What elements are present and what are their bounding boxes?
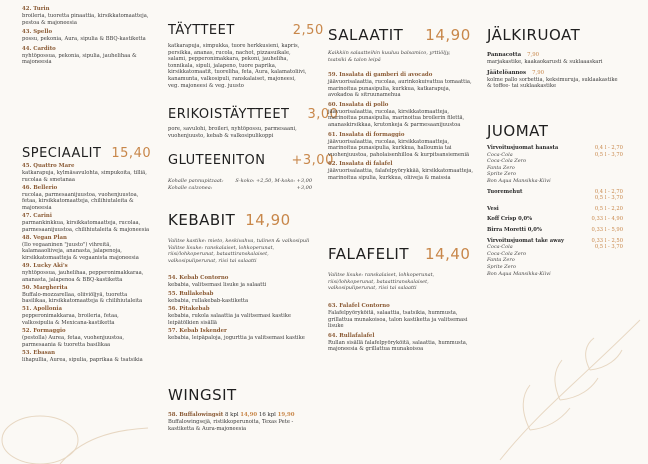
menu-item [328, 72, 473, 99]
drink-group [487, 216, 623, 223]
item-name: 61. Insalata di formaggio [328, 131, 405, 138]
dessert-price: 7,90 [532, 69, 545, 76]
item-name: 56. Pitakebab [168, 306, 210, 313]
drink-row [487, 216, 623, 223]
dessert-item [487, 70, 623, 90]
item-desc: kebabia, valitsemasi lisuke ja salaatti [168, 282, 267, 288]
drink-price2: 0,5 l - 3,70 [594, 195, 623, 202]
item-name: 50. Margherita [22, 284, 68, 291]
leaf-decoration [470, 300, 648, 464]
item-desc: parmankinkkua, kirsikkatomaatteja, rucolaa, parmesaanijuustoa, chilihiutaleita & majoneesia [22, 219, 150, 233]
drink-option: Coca-Cola [487, 151, 513, 158]
item-name: 60. Insalata di pollo [328, 101, 389, 108]
falafelit-heading: FALAFELIT 14,40 [328, 245, 471, 263]
drink-option: Sprite Zero [487, 171, 517, 178]
drink-group [487, 145, 623, 185]
erikoistaytteet-heading: ERIKOISTÄYTTEET 3,00 [168, 107, 339, 122]
taytteet-heading: TÄYTTEET 2,50 [168, 23, 324, 38]
drink-name: Tuoremehut [487, 188, 523, 195]
drink-price: 0,33 l - 2,50 [591, 237, 623, 244]
item-name: 48. Vegan Plan [22, 234, 67, 241]
olive-decoration [0, 380, 150, 464]
drink-option: Bon Aqua Mansikka-Kiivi [487, 270, 551, 277]
item-desc: rucolaa, parmesaanijuustoa, vuohenjuustoa, fetaa, kirsikkatomaatteja, chilihiutaleita & majoneesia [22, 191, 139, 211]
salaatit-intro: Kaikkiin salaatteihin kuuluu balsamico, yrttiöljy, tsatsiki & talon leipä [328, 50, 451, 63]
menu-item [328, 132, 473, 159]
menu-item [168, 306, 312, 326]
item-desc: Buffalo-mozzarellaa, oliiviöljyä, tuoretta basilikaa, kirsikkatomaatteja & chilihiutaleita [22, 291, 143, 305]
drink-row2 [487, 152, 623, 185]
menu-item [168, 291, 312, 305]
salaatit-heading: SALAATIT 14,90 [328, 26, 471, 44]
item-desc: jäävuorisalaattia, rucolaa, kirsikkatomaatteja, marinoitua punasipulia, kurkkua, halloumia tai vuohenjuustoa, paholaisenhilloa & kurpitsansiemeniä [328, 138, 470, 158]
item-desc: broileria, tuoretta pinaattia, kirsikkatomaatteja, pestoa & majoneesia [22, 13, 149, 26]
juomat-list [487, 145, 623, 281]
item-name: 47. Carini [22, 212, 52, 219]
item-name: 57. Kebab Iskender [168, 328, 227, 335]
drink-option: Coca-Cola [487, 244, 513, 251]
item-name: 64. Rullafalafel [328, 332, 375, 339]
item-desc: lihapullia, Aurea, sipulia, paprikaa & tsatsikia [22, 356, 143, 363]
drink-row [487, 189, 623, 196]
drink-price: 0,4 l - 2,70 [594, 188, 623, 195]
drink-row [487, 227, 623, 234]
salaatit-list [328, 72, 473, 185]
kebabit-list [168, 275, 312, 344]
drink-name: Birra Moretti 0,0% [487, 226, 542, 233]
dessert-name [487, 52, 623, 59]
dessert-desc: kolme pallo sorbettia, keksimuruja, suklaakastike & toffee- tai suklaakastike [487, 76, 618, 90]
item-name: 51. Apollonia [22, 306, 62, 313]
menu-item [22, 6, 150, 26]
dessert-name [487, 70, 623, 77]
menu-item [22, 46, 150, 66]
item-desc: (Ilo vegaaninen "juusto") vihreitä, kalamaaoliiveja, ananasta, jalapenoja, kirsikkatomaatteja & vegaanista majoneesia [22, 241, 139, 261]
item-desc: (pestolla) Aurea, fetaa, vuohenjuustoa, parmesaania & tuoretta basilikaa [22, 335, 125, 348]
erikoistaytteet-desc: pore, savulohi, broileri, nyhtöpossu, parmesaani, vuohenjuusto, kebab & valkosipulikoppi [168, 126, 297, 139]
item-name: 52. Formaggio [22, 328, 66, 334]
dessert-desc: marjakastike, kaakaokarusti & suklaaaskari [487, 59, 603, 65]
drink-group [487, 206, 623, 213]
drink-price2: 0,5 l - 3,70 [594, 244, 623, 251]
drink-row [487, 206, 623, 213]
menu-item [22, 213, 150, 233]
drink-group [487, 238, 623, 278]
menu-item [22, 350, 150, 364]
item-name: 55. Rullakebab [168, 290, 214, 297]
item-name: 59. Insalata di gamberi di avocado [328, 72, 433, 78]
drink-name: Koff Crisp 0,0% [487, 216, 533, 223]
item-desc: kebabia, rullakebab-kastiketta [168, 297, 249, 304]
item-name: 45. Quattro Mare [22, 163, 75, 169]
drink-price: 0,33 l - 4,90 [591, 216, 623, 223]
menu-item [328, 333, 473, 353]
drink-row [487, 238, 623, 245]
dessert-label: Jäätelöannos [487, 69, 527, 76]
falafelit-list [328, 303, 473, 356]
drink-name: Virvoitusjuomat take away [487, 237, 564, 244]
drink-option: Fanta Zero [487, 257, 515, 264]
jalkiruoat-list [487, 52, 623, 94]
item-name: 46. Bellerio [22, 184, 58, 191]
menu-item [22, 29, 150, 43]
speciaalit-heading: SPECIAALIT 15,40 [22, 146, 152, 161]
menu-item [22, 263, 150, 283]
item-name: 49. Lucky Aki's [22, 262, 68, 269]
item-name: 42. Turin [22, 6, 50, 12]
dessert-price: 7,90 [527, 52, 540, 58]
drink-row2 [487, 195, 623, 202]
drink-name: Virvoitusjuomat hanasta [487, 145, 559, 151]
item-desc: katkarapuja, kylmäsavulohta, simpukoita, tilliä, rucolaa & smetanaa [22, 170, 147, 183]
drink-group [487, 189, 623, 202]
kebabit-heading: KEBABIT 14,90 [168, 211, 291, 229]
drink-option: Fanta Zero [487, 164, 515, 171]
menu-item [22, 185, 150, 212]
item-name: 43. Spello [22, 29, 53, 36]
top-pizzas [22, 6, 150, 69]
item-desc: nyhtöpossua, pekonia, sipulia, jauhelihaa & majoneesia [22, 52, 137, 66]
juomat-heading: JUOMAT [487, 122, 549, 140]
drink-sublist [487, 152, 551, 185]
menu-item [22, 328, 150, 348]
menu-item [328, 102, 473, 129]
item-desc: Falafelpyöryköitä, salaattia, tsatsikia, hummusta, grillattua munakoisoa, talon kastiketta ja valitsemasi lisuke [328, 310, 468, 330]
item-desc: kebabia, rukola salaattia ja valitsemasi kastike leipätölkien sisällä [168, 313, 292, 326]
item-desc: jäävuorisalaattia, rucolaa, aurinkokuivattua tomaattia, marinoitua punasipulia, kurkkua, katkarapuja, avokadoa & sitruunamehua [328, 79, 472, 99]
menu-item [22, 306, 150, 326]
drink-option: Bon Aqua Mansikka-Kiivi [487, 177, 551, 184]
item-desc: jäävuorisalaattia, rucolaa, kirsikkatomaatteja, marinoitua punasipulia, marinoitua broilerin filettä, ananaskirsikkaa, krutonkeja & parmesaanijuustoa [328, 108, 465, 128]
gluteeniton-info: Kohalle pannupitzaat: S-koko: +2,50, M-koko: +3,00 Kohalle calzonea: +3,00 [168, 178, 312, 191]
dessert-label: Pannacotta [487, 52, 522, 58]
menu-item [328, 161, 473, 181]
item-name: 63. Falafel Contorno [328, 303, 390, 309]
menu-item [22, 285, 150, 305]
drink-price2: 0,5 l - 3,70 [594, 151, 623, 158]
item-desc: Rullan sisällä falafelpyöryköitä, salaattia, hummusta, majoneesia & grillattua munakoisoa [328, 339, 468, 353]
drink-option: Coca-Cola Zero [487, 158, 527, 165]
taytteet-desc: katkarapuja, simpukka, tuore herkkusieni, kapris, persikka, ananas, rucola, nachot, pizzasuikale, salami, pepperonimakkara, pekoni, jauheliha, tonnikala, sipuli, jalapeno, tuore paprika, kirsikkatomaatit, tuoreliha, feta, Aura, kalamatoliivi, kanamunta, valkosipuli, ranskalaiset, majoneesi, veg. majoneesi & veg. juusto [168, 43, 307, 89]
jalkiruoat-heading: JÄLKIRUOAT [487, 26, 581, 44]
item-name: 53. Ebasan [22, 349, 56, 356]
item-desc: jäävuorisalaattia, falafelpyörykkää, kirsikkatomaatteja, marinoitua sipulia, kurkkua, oliiveja & maissia [328, 168, 473, 181]
wingsit-item: 58. Buffalowingsit 8 kpl 14,90 16 kpl 19,90 Buffalowingsejä, ristikkoperunoita, Texas Pete -kastiketta & Aura-majoneesia [168, 412, 295, 432]
menu-item [328, 303, 473, 330]
item-desc: nyhtöpossua, jauhelihaa, pepperonimakkaraa, ananasta, jalapenoa & BBQ-kastiketta [22, 269, 144, 283]
kebabit-intro: Valitse kastike: mieto, keskivahva, tulinen & valkosipuli Valitse lisuke: ranskalaiset, lohkoperunat, riisi/lohkoperunat, bataattiranskalaiset, valkosipuliperunat, riisi tai salaatti [168, 238, 310, 264]
item-name: 62. Insalata di falafel [328, 161, 393, 168]
drink-name: Vesi [487, 205, 499, 212]
drink-price: 0,5 l - 2,20 [594, 205, 623, 212]
speciaalit-list [22, 163, 150, 365]
drink-group [487, 227, 623, 234]
menu-item [168, 328, 312, 342]
item-name: 44. Cardito [22, 45, 56, 52]
drink-sublist [487, 244, 551, 277]
item-name: 54. Kebab Contorno [168, 275, 229, 281]
drink-price: 0,33 l - 5,90 [591, 226, 623, 233]
dessert-item [487, 52, 623, 66]
falafelit-intro: Valitse lisuke: ranskalaiset, lohkoperunat, riisi/lohkoperunat, bataattiranskalaiset, valkosipuliperunat, riisi tai salaatti [328, 272, 435, 292]
item-desc: pepperonimakkaraa, broileria, fetaa, valkosipulia & Mexicana-kastiketta [22, 313, 119, 326]
wingsit-heading: WINGSIT [168, 386, 237, 404]
drink-price: 0,4 l - 2,70 [594, 145, 623, 151]
drink-option: Sprite Zero [487, 263, 517, 270]
drink-row2 [487, 244, 623, 277]
drink-row [487, 145, 623, 152]
menu-item [22, 163, 150, 183]
menu-item [168, 275, 312, 289]
menu-item [22, 235, 150, 262]
item-desc: kebabia, leipäpaloja, jogurttia ja valitsemasi kastike [168, 335, 305, 342]
item-desc: possu, pekonia, Aura, sipulia & BBQ-kastiketta [22, 36, 146, 43]
drink-option: Coca-Cola Zero [487, 250, 527, 257]
gluteeniton-heading: GLUTEENITON +3,00 [168, 153, 334, 168]
